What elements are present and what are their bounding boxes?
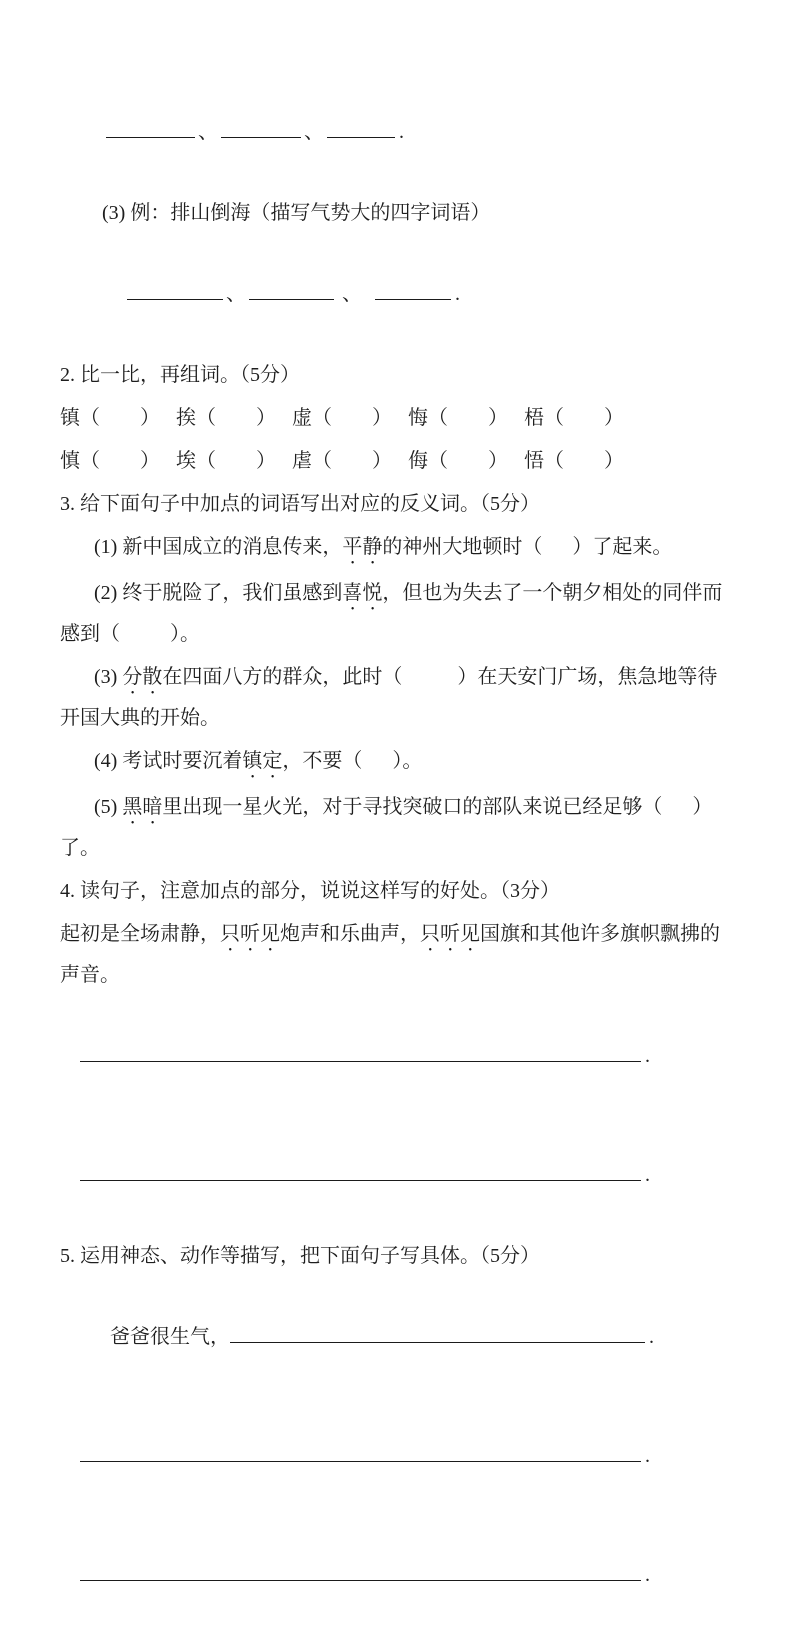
answer-line-blank[interactable] — [80, 1044, 641, 1062]
text-segment: 的神州大地顿时（ ）了起来。 — [382, 536, 673, 558]
emphasized-word: 喜悦 — [342, 582, 383, 604]
line-end-dot: . — [645, 1564, 650, 1586]
q3-title: 3. 给下面句子中加点的词语写出对应的反义词。（5分） — [60, 493, 540, 515]
answer-line-blank[interactable] — [80, 1444, 641, 1462]
fill-blank[interactable] — [327, 120, 395, 138]
q5-prompt-text: 爸爸很生气， — [110, 1326, 230, 1348]
text-segment: (5) — [94, 796, 123, 818]
answer-line-blank[interactable] — [80, 1563, 641, 1581]
blank-separator: 、 — [304, 121, 324, 143]
text-segment: 炮声和乐曲声， — [280, 923, 420, 945]
word-pair-blank[interactable]: 侮（ ） — [408, 450, 508, 472]
word-pair-blank[interactable]: 镇（ ） — [60, 407, 160, 429]
q4-answer-line-1 — [60, 999, 735, 1113]
text-segment: ，不要（ ）。 — [282, 750, 423, 772]
text-segment: (2) 终于脱险了，我们虽感到 — [94, 582, 343, 604]
emphasized-word: 黑暗 — [122, 796, 163, 818]
text-segment: 起初是全场肃静， — [60, 923, 220, 945]
line-end-dot: . — [649, 1326, 654, 1348]
text-segment: 感到（ ）。 — [60, 623, 200, 645]
text-segment: 国旗和其他许多旗帜飘拂的 — [480, 923, 720, 945]
word-pair-blank[interactable]: 挨（ ） — [176, 407, 276, 429]
text-segment: (3) — [94, 666, 123, 688]
q5-title: 5. 运用神态、动作等描写，把下面句子写具体。（5分） — [60, 1245, 540, 1267]
q3-item-3[interactable] — [60, 658, 735, 737]
blank-separator: 、 — [337, 283, 372, 305]
word-pair-blank[interactable]: 慎（ ） — [60, 450, 160, 472]
text-segment: 了。 — [60, 837, 100, 859]
fill-blank[interactable] — [221, 120, 301, 138]
answer-line-blank[interactable] — [230, 1325, 645, 1343]
word-pair-blank[interactable]: 虐（ ） — [292, 450, 392, 472]
q3-item-4[interactable] — [60, 742, 735, 783]
line-end-dot: . — [399, 121, 404, 143]
blank-separator: 、 — [198, 121, 218, 143]
text-segment: (4) 考试时要沉着 — [94, 750, 243, 772]
q5-answer-line-1 — [60, 1399, 735, 1513]
fill-blank[interactable] — [375, 282, 451, 300]
line-end-dot: . — [645, 1164, 650, 1186]
text-segment: 开国大典的开始。 — [60, 707, 220, 729]
q3-item-2[interactable] — [60, 574, 735, 653]
q2-word-row-1 — [60, 399, 735, 437]
text-segment: 声音。 — [60, 964, 120, 986]
word-pair-blank[interactable]: 悟（ ） — [524, 450, 624, 472]
word-pair-blank[interactable]: 埃（ ） — [176, 450, 276, 472]
q4-answer-line-2 — [60, 1118, 735, 1232]
q1-item3-example: (3) 例：排山倒海（描写气势大的四字词语） — [102, 202, 491, 224]
emphasized-word: 平静 — [342, 536, 383, 558]
q5-prompt-line — [60, 1280, 735, 1394]
emphasized-word: 只听见 — [220, 923, 280, 945]
word-pair-blank[interactable]: 虚（ ） — [292, 407, 392, 429]
text-segment: ，但也为失去了一个朝夕相处的同伴而 — [382, 582, 723, 604]
q2-title: 2. 比一比，再组词。（5分） — [60, 364, 300, 386]
q4-title: 4. 读句子，注意加点的部分，说说这样写的好处。（3分） — [60, 880, 560, 902]
q3-item-5[interactable] — [60, 788, 735, 867]
line-end-dot: . — [645, 1045, 650, 1067]
fill-blank[interactable] — [127, 282, 223, 300]
line-end-dot: . — [455, 283, 460, 305]
emphasized-word: 只听见 — [420, 923, 480, 945]
text-segment: 里出现一星火光，对于寻找突破口的部队来说已经足够（ ） — [162, 796, 713, 818]
line-end-dot: . — [645, 1445, 650, 1467]
q3-item-1[interactable] — [60, 528, 735, 569]
q1-blank-row-1 — [60, 75, 735, 189]
word-pair-blank[interactable]: 悔（ ） — [408, 407, 508, 429]
fill-blank[interactable] — [106, 120, 195, 138]
fill-blank[interactable] — [249, 282, 334, 300]
emphasized-word: 镇定 — [242, 750, 283, 772]
text-segment: 在四面八方的群众，此时（ ）在天安门广场，焦急地等待 — [162, 666, 718, 688]
q1-blank-row-2 — [60, 237, 735, 351]
emphasized-word: 分散 — [122, 666, 163, 688]
q2-word-row-2 — [60, 442, 735, 480]
q4-sentence — [60, 915, 735, 994]
blank-separator: 、 — [226, 283, 246, 305]
word-pair-blank[interactable]: 梧（ ） — [524, 407, 624, 429]
text-segment: (1) 新中国成立的消息传来， — [94, 536, 343, 558]
q5-answer-line-2 — [60, 1518, 735, 1632]
answer-line-blank[interactable] — [80, 1163, 641, 1181]
